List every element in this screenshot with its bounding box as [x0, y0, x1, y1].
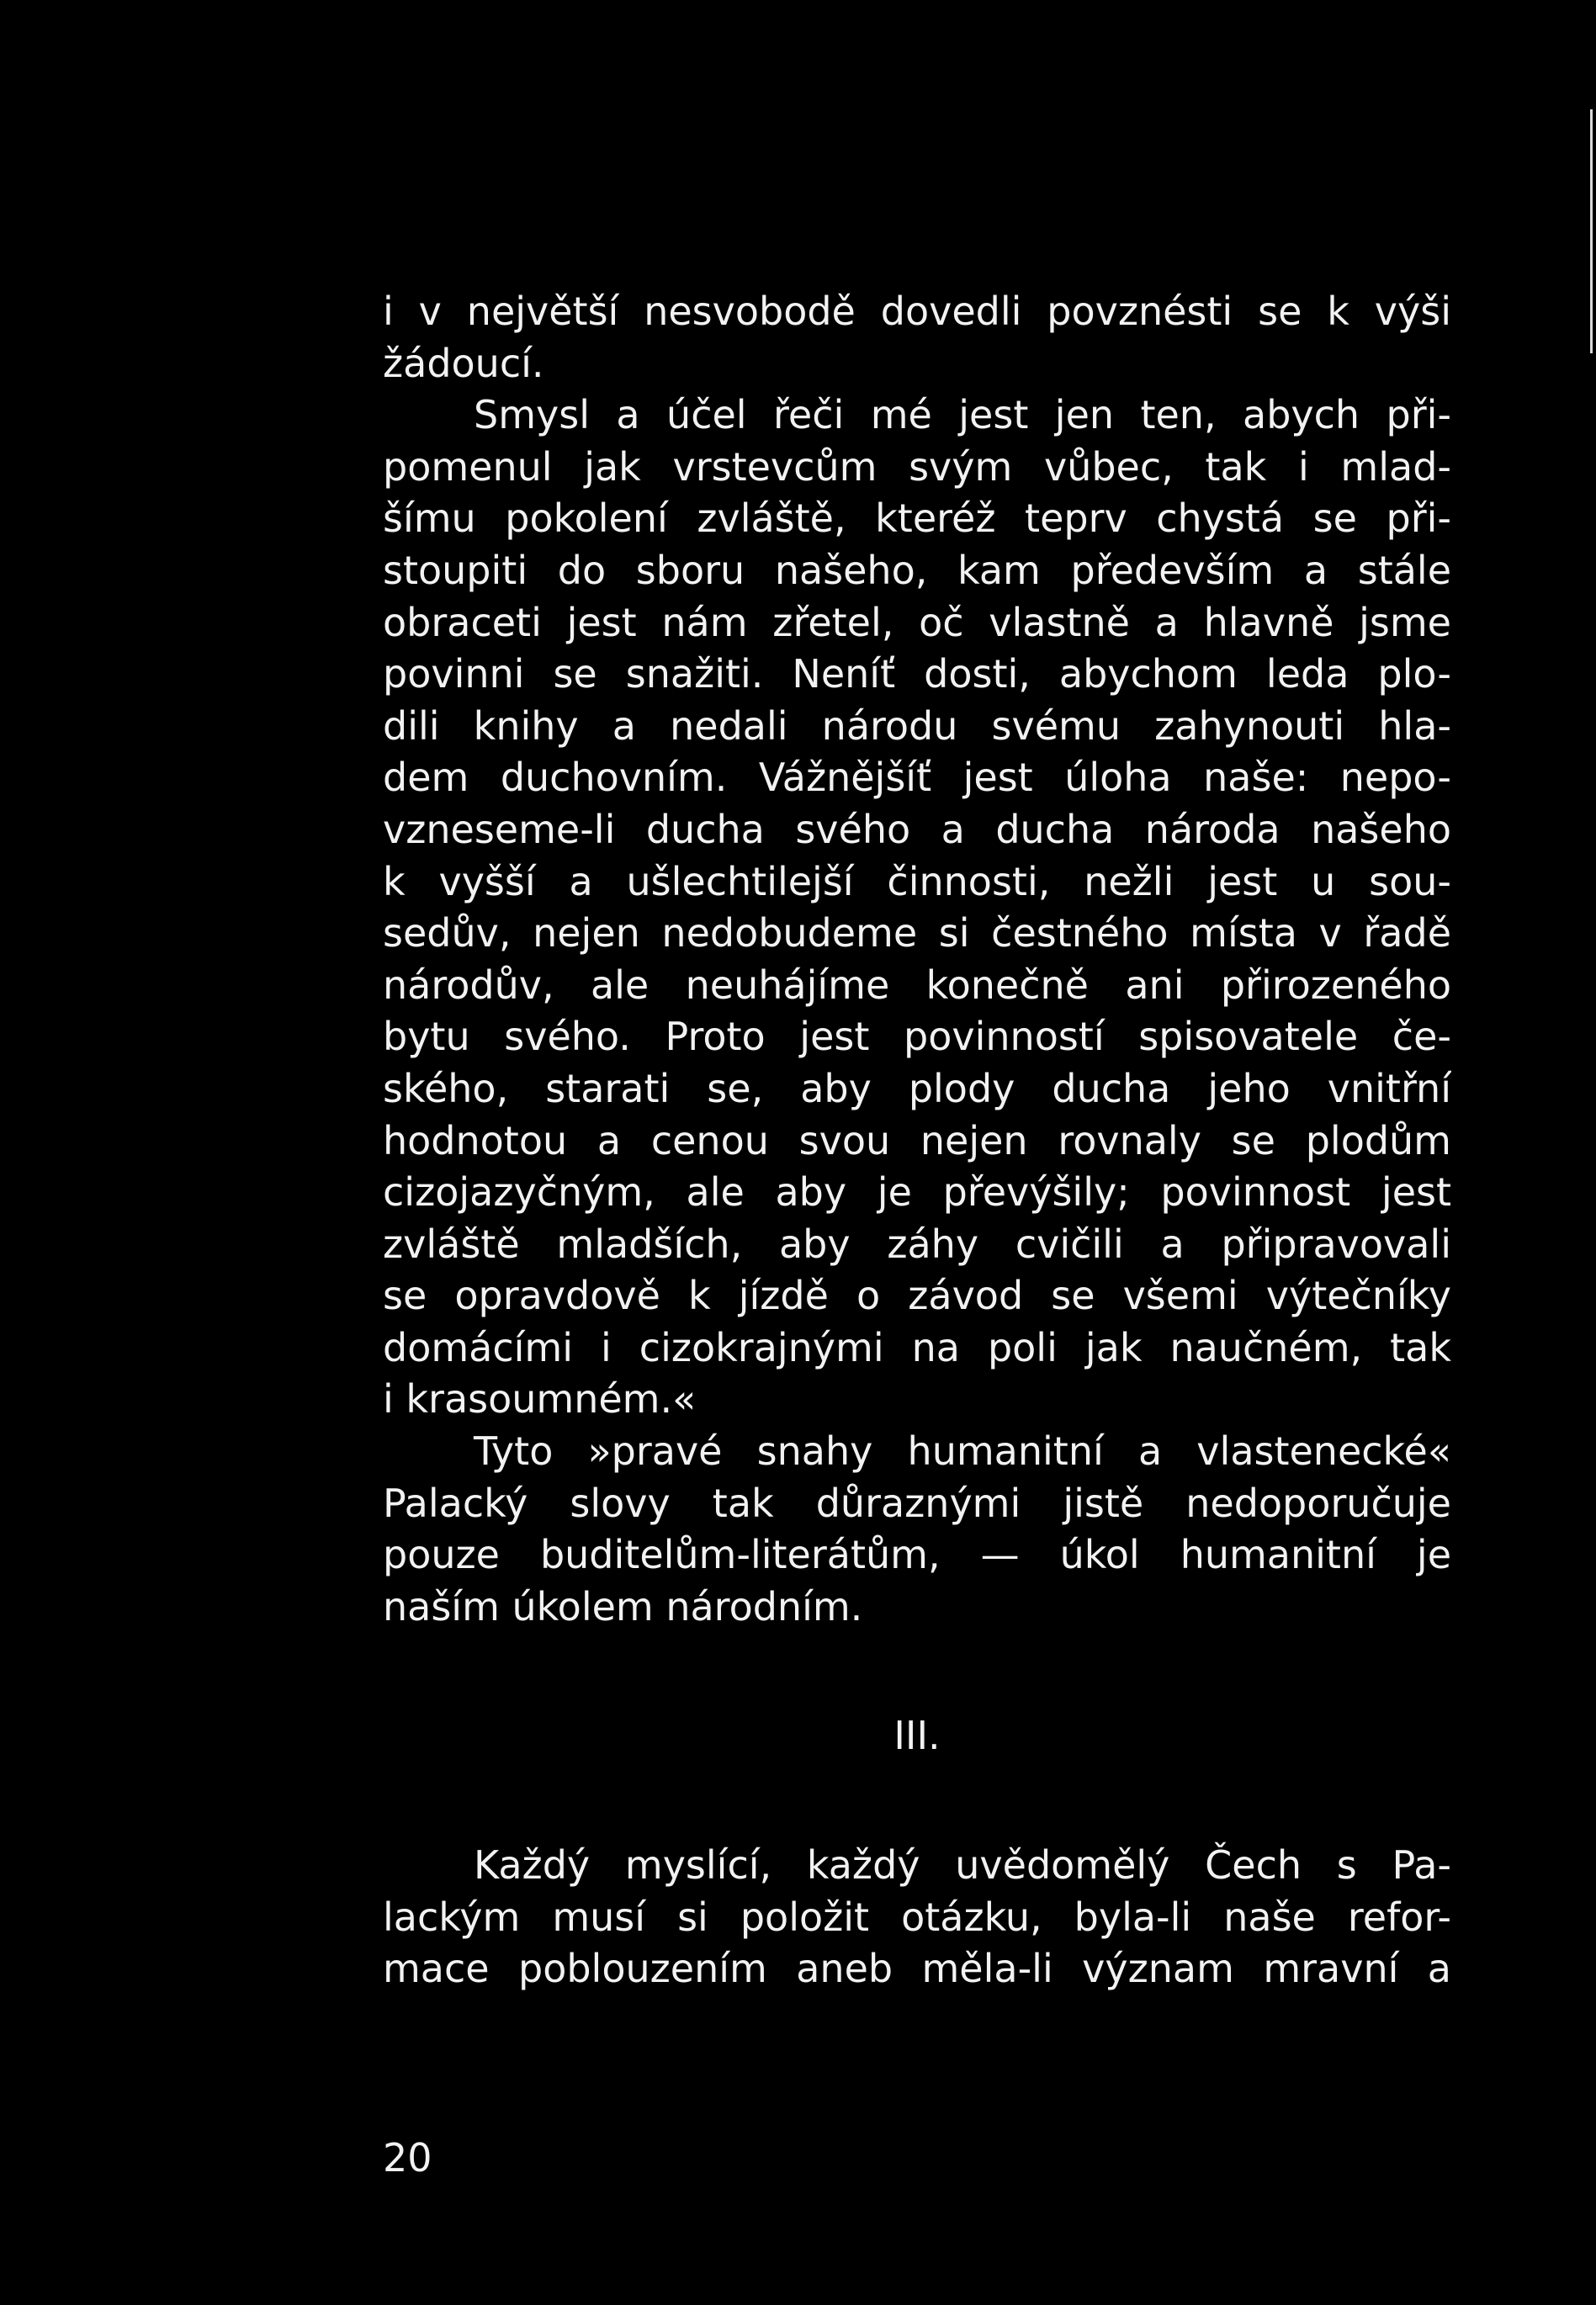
text-line: naším úkolem národním.: [383, 1583, 863, 1629]
text-line: žádoucí.: [383, 340, 544, 386]
text-line: dem duchovním. Vážnějšíť jest úloha naše: nepo-: [383, 755, 1451, 801]
text-line: Palacký slovy tak důraznými jistě nedoporučuje: [383, 1480, 1451, 1526]
text-line: Tyto »pravé snahy humanitní a vlastenecké«: [474, 1428, 1451, 1475]
text-line: sedův, nejen nedobudeme si čestného místa v řadě: [383, 910, 1451, 956]
text-line: i v největší nesvobodě dovedli povznésti se k výši: [383, 289, 1451, 334]
text-line: šímu pokolení zvláště, kteréž teprv chystá se při-: [383, 495, 1451, 542]
text-line: cizojazyčným, ale aby je převýšily; povinnost jest: [383, 1169, 1451, 1216]
text-line: ského, starati se, aby plody ducha jeho vnitřní: [383, 1065, 1451, 1111]
text-line: i krasoumném.«: [383, 1376, 697, 1423]
text-line: lackým musí si položit otázku, byla-li naše refor-: [383, 1894, 1451, 1940]
body-text: [383, 286, 1451, 1995]
text-line: bytu svého. Proto jest povinností spisovatele če-: [383, 1014, 1451, 1060]
heading-gap: [383, 1633, 1451, 1710]
text-line: domácími i cizokrajnými na poli jak naučném, tak: [383, 1324, 1451, 1370]
text-line: povinni se snažiti. Neníť dosti, abychom leda plo-: [383, 651, 1451, 697]
text-line: vzneseme-li ducha svého a ducha národa našeho: [383, 806, 1451, 852]
text-line: k vyšší a ušlechtilejší činnosti, nežli jest u sou-: [383, 858, 1451, 904]
text-line: zvláště mladších, aby záhy cvičili a připravovali: [383, 1221, 1451, 1267]
text-line: pouze buditelům-literátům, — úkol humanitní je: [383, 1532, 1451, 1578]
text-line: Smysl a účel řeči mé jest jen ten, abych při-: [474, 392, 1451, 438]
text-line: národův, ale neuhájíme konečně ani přirozeného: [383, 962, 1451, 1008]
page-edge-line: [1590, 109, 1593, 353]
text-line: mace poblouzením aneb měla-li význam mravní a: [383, 1946, 1451, 1992]
paragraph-gap: [383, 1762, 1451, 1840]
text-line: se opravdově k jízdě o závod se všemi výtečníky: [383, 1273, 1451, 1319]
text-line: pomenul jak vrstevcům svým vůbec, tak i mlad-: [383, 443, 1451, 490]
text-line: stoupiti do sboru našeho, kam především a stále: [383, 547, 1451, 593]
text-line: obraceti jest nám zřetel, oč vlastně a hlavně jsme: [383, 599, 1451, 645]
text-line: dili knihy a nedali národu svému zahynouti hla-: [383, 702, 1451, 749]
text-line: Každý myslící, každý uvědomělý Čech s Pa-: [474, 1842, 1451, 1889]
text-line: hodnotou a cenou svou nejen rovnaly se plodům: [383, 1117, 1451, 1163]
section-heading: III.: [893, 1713, 941, 1759]
page-number: 20: [383, 2135, 432, 2180]
